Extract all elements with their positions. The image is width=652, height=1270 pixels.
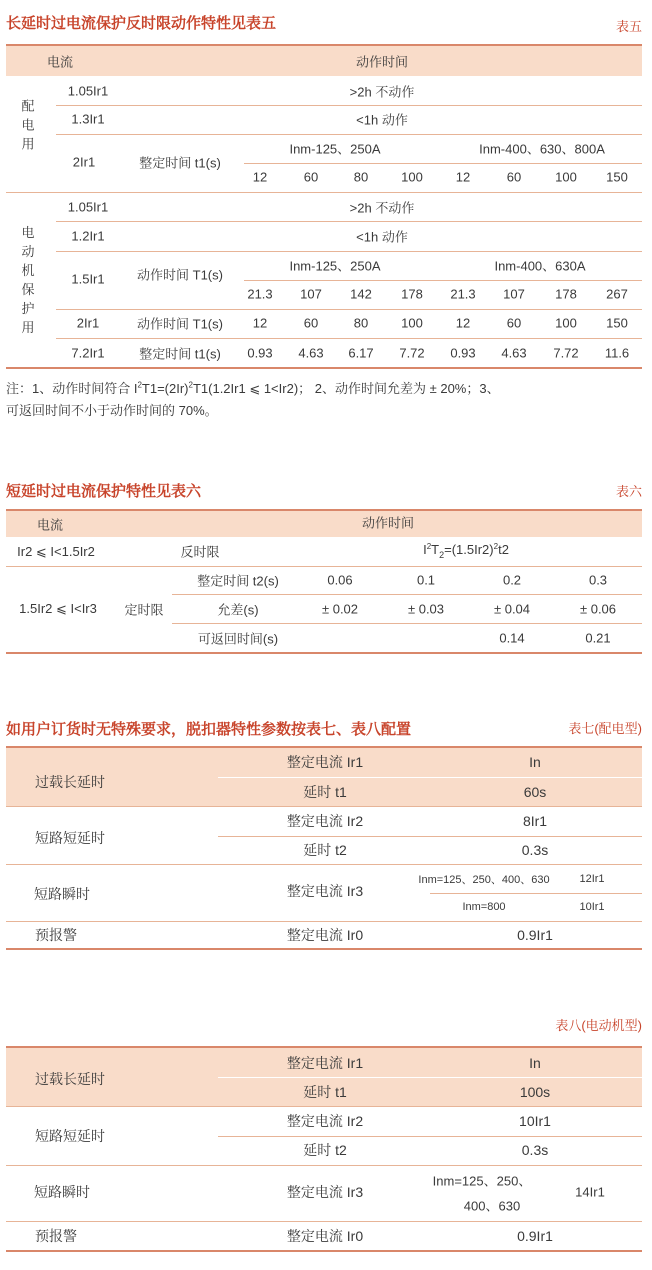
rule	[56, 338, 642, 339]
rule	[6, 1221, 642, 1222]
t5-g2-r5-v0: 0.93	[247, 345, 273, 361]
t5-g2-r4-v4: 12	[455, 315, 471, 331]
t7-inst-v2: 10Ir1	[579, 901, 605, 913]
t7-alarm-name: 预报警	[35, 927, 77, 943]
t6-tolerance-label: 允差(s)	[217, 602, 259, 618]
t7-r1-v2: 60s	[523, 784, 547, 800]
rule	[56, 309, 642, 310]
table5-label: 表五	[615, 19, 642, 34]
t5-g1-v2: 80	[353, 169, 369, 185]
t8-r1-p2: 延时 t1	[303, 1084, 347, 1100]
rule	[56, 105, 642, 106]
rule	[218, 836, 642, 837]
rule	[6, 192, 642, 193]
table5-header-time: 动作时间	[355, 54, 409, 70]
t8-inst-name: 短路瞬时	[34, 1184, 90, 1200]
t8-inst-v1: 14Ir1	[575, 1184, 605, 1200]
t5-g1-r3-current: 2Ir1	[72, 154, 96, 170]
t5-g2-r4-v0: 12	[252, 315, 268, 331]
t8-inst-c1b: 400、630	[463, 1198, 521, 1214]
t5-g2-r3-v3: 178	[401, 286, 423, 302]
table5-note: 注：1、动作时间符合 $I^2T1=(2Ir)^2T1(1.2Ir1$ ⩽ 1<Ir2)； 2、动作时间允差为 ± 20%；3、 可返回时间不小于动作时间的 70%。	[6, 380, 500, 418]
rule	[430, 893, 642, 894]
t7-r2-name: 短路短延时	[35, 830, 105, 846]
t5-g2-r4-v1: 60	[303, 315, 319, 331]
table8-bottom-rule	[6, 1250, 642, 1252]
t5-g2-r2-value: <1h 动作	[356, 229, 408, 245]
t5-g1-v5: 60	[506, 169, 522, 185]
t8-r2-v1: 10Ir1	[519, 1113, 551, 1129]
table5-header-bar	[6, 46, 642, 76]
t5-g2-r3-v0: 21.3	[247, 286, 273, 302]
rule	[172, 623, 642, 624]
t8-r1-name: 过载长延时	[35, 1071, 105, 1087]
t8-alarm-param: 整定电流 Ir0	[286, 1228, 364, 1244]
t7-inst-c1: Inm=125、250、400、630	[418, 874, 550, 886]
t6-setting-v0: 0.06	[327, 572, 353, 588]
rule	[172, 594, 642, 595]
t6-return-v1: 0.21	[585, 630, 611, 646]
t5-g2-sub-a: Inm-125、250A	[289, 258, 381, 274]
t5-g2-r5-v2: 6.17	[348, 345, 374, 361]
t5-g2-r3-v4: 21.3	[450, 286, 476, 302]
t7-inst-name: 短路瞬时	[34, 886, 90, 902]
t5-g2-r3-v1: 107	[300, 286, 322, 302]
t8-alarm-value: 0.9Ir1	[517, 1228, 553, 1244]
t6-setting-label: 整定时间 t2(s)	[197, 573, 279, 589]
table5-bottom-rule	[6, 367, 642, 369]
t5-g1-sub-a: Inm-125、250A	[289, 141, 381, 157]
t7-alarm-value: 0.9Ir1	[517, 927, 553, 943]
t5-g2-r3-setting: 动作时间 T1(s)	[137, 267, 223, 283]
t5-g2-r3-v7: 267	[606, 286, 628, 302]
t6-tolerance-v3: ± 0.06	[579, 601, 617, 617]
t5-g2-r4-v6: 100	[555, 315, 577, 331]
t8-r2-name: 短路短延时	[35, 1128, 105, 1144]
t8-r1-v2: 100s	[519, 1084, 551, 1100]
t5-g1-r1-current: 1.05Ir1	[67, 83, 109, 99]
t6-tolerance-v1: ± 0.03	[407, 601, 445, 617]
t5-g1-v6: 100	[555, 169, 577, 185]
t6-r1-formula: $I^2T_2=(1.5Ir2)^2t2$	[423, 541, 509, 560]
rule	[244, 280, 642, 281]
t5-g2-r4-v2: 80	[353, 315, 369, 331]
t6-tolerance-v2: ± 0.04	[493, 601, 531, 617]
t7-r1-v1: In	[529, 754, 541, 770]
t5-g2-r3-v5: 107	[503, 286, 525, 302]
table6-header-bar	[6, 511, 642, 537]
t5-g2-r4-setting: 动作时间 T1(s)	[137, 316, 223, 332]
t6-r2-type: 定时限	[124, 602, 164, 618]
t5-g2-r5-v7: 11.6	[604, 345, 630, 361]
table6-title: 短延时过电流保护特性见表六	[6, 483, 202, 500]
t6-return-label: 可返回时间(s)	[197, 631, 279, 647]
t7-r2-v2: 0.3s	[521, 842, 549, 858]
t5-g1-r1-value: >2h 不动作	[349, 84, 415, 100]
table6-label: 表六	[615, 484, 642, 499]
rule	[244, 163, 642, 164]
table5-group1-name: 配电用	[21, 98, 35, 152]
t5-g2-r2-current: 1.2Ir1	[71, 228, 105, 244]
rule	[218, 777, 642, 778]
rule	[6, 1165, 642, 1166]
rule	[56, 221, 642, 222]
t7-r2-v1: 8Ir1	[522, 813, 548, 829]
t8-inst-param: 整定电流 Ir3	[286, 1184, 364, 1200]
t7-alarm-param: 整定电流 Ir0	[286, 927, 364, 943]
t7-inst-v1: 12Ir1	[579, 873, 605, 885]
rule	[6, 566, 642, 567]
table5-header-current: 电流	[46, 54, 74, 70]
t5-g1-r2-current: 1.3Ir1	[71, 111, 105, 127]
t5-g2-r5-v5: 4.63	[501, 345, 527, 361]
t5-g2-r5-v3: 7.72	[399, 345, 425, 361]
t5-g1-v1: 60	[303, 169, 319, 185]
t5-g2-r3-v6: 178	[555, 286, 577, 302]
rule	[218, 1077, 642, 1078]
rule	[56, 251, 642, 252]
t5-g2-r3-current: 1.5Ir1	[71, 271, 105, 287]
t5-g2-r4-v5: 60	[506, 315, 522, 331]
t7-inst-c2: Inm=800	[462, 901, 506, 913]
t5-g1-r2-value: <1h 动作	[356, 112, 408, 128]
table7-label: 表七(配电型)	[568, 721, 642, 736]
rule	[6, 921, 642, 922]
t7-r1-p2: 延时 t1	[303, 784, 347, 800]
table6-bottom-rule	[6, 652, 642, 654]
t5-g2-r5-current: 7.2Ir1	[71, 345, 105, 361]
t5-g2-r3-v2: 142	[350, 286, 372, 302]
t6-setting-v1: 0.1	[416, 572, 436, 588]
t5-g2-r4-v3: 100	[401, 315, 423, 331]
rule	[6, 1106, 642, 1107]
t7-r1-name: 过载长延时	[35, 774, 105, 790]
rule	[218, 1136, 642, 1137]
t5-g2-sub-b: Inm-400、630A	[494, 258, 586, 274]
t7-inst-param: 整定电流 Ir3	[286, 883, 364, 899]
t5-g2-r5-v4: 0.93	[450, 345, 476, 361]
t5-g1-v3: 100	[401, 169, 423, 185]
t6-r2-current: 1.5Ir2 ⩽ I<Ir3	[19, 601, 97, 616]
t8-r1-v1: In	[529, 1055, 541, 1071]
t5-g2-r1-value: >2h 不动作	[349, 200, 415, 216]
table8-label: 表八(电动机型)	[555, 1018, 642, 1033]
table7-title: 如用户订货时无特殊要求，脱扣器特性参数按表七、表八配置	[6, 721, 412, 738]
table5-group2-name: 电动机保护用	[21, 225, 35, 335]
rule	[6, 864, 642, 865]
t8-r1-p1: 整定电流 Ir1	[286, 1055, 364, 1071]
table6-header-current: 电流	[36, 517, 64, 533]
t5-g2-r5-setting: 整定时间 t1(s)	[139, 346, 221, 362]
table7-bottom-rule	[6, 948, 642, 950]
t7-r2-p1: 整定电流 Ir2	[286, 813, 364, 829]
t6-r1-type: 反时限	[180, 544, 220, 560]
rule	[56, 134, 642, 135]
t8-r2-p1: 整定电流 Ir2	[286, 1113, 364, 1129]
t5-g1-v4: 12	[455, 169, 471, 185]
t6-r1-current: Ir2 ⩽ I<1.5Ir2	[17, 544, 95, 559]
t5-g2-r4-v7: 150	[606, 315, 628, 331]
t6-tolerance-v0: ± 0.02	[321, 601, 359, 617]
t8-r2-p2: 延时 t2	[303, 1142, 347, 1158]
t6-setting-v3: 0.3	[588, 572, 608, 588]
t5-g2-r5-v1: 4.63	[298, 345, 324, 361]
t5-g1-v7: 150	[606, 169, 628, 185]
t7-r2-p2: 延时 t2	[303, 842, 347, 858]
t8-inst-c1a: Inm=125、250、	[432, 1173, 532, 1189]
rule	[6, 806, 642, 807]
t5-g1-sub-b: Inm-400、630、800A	[479, 141, 605, 157]
t5-g2-r1-current: 1.05Ir1	[67, 199, 109, 215]
t5-g1-v0: 12	[252, 169, 268, 185]
table5-title: 长延时过电流保护反时限动作特性见表五	[6, 15, 277, 32]
t6-return-v0: 0.14	[499, 630, 525, 646]
t5-g2-r4-current: 2Ir1	[76, 315, 100, 331]
t8-r2-v2: 0.3s	[521, 1142, 549, 1158]
t8-alarm-name: 预报警	[35, 1228, 77, 1244]
t5-g2-r5-v6: 7.72	[553, 345, 579, 361]
t6-setting-v2: 0.2	[502, 572, 522, 588]
table6-header-time: 动作时间	[361, 515, 415, 531]
t5-g1-r3-setting: 整定时间 t1(s)	[139, 155, 221, 171]
t7-r1-p1: 整定电流 Ir1	[286, 754, 364, 770]
